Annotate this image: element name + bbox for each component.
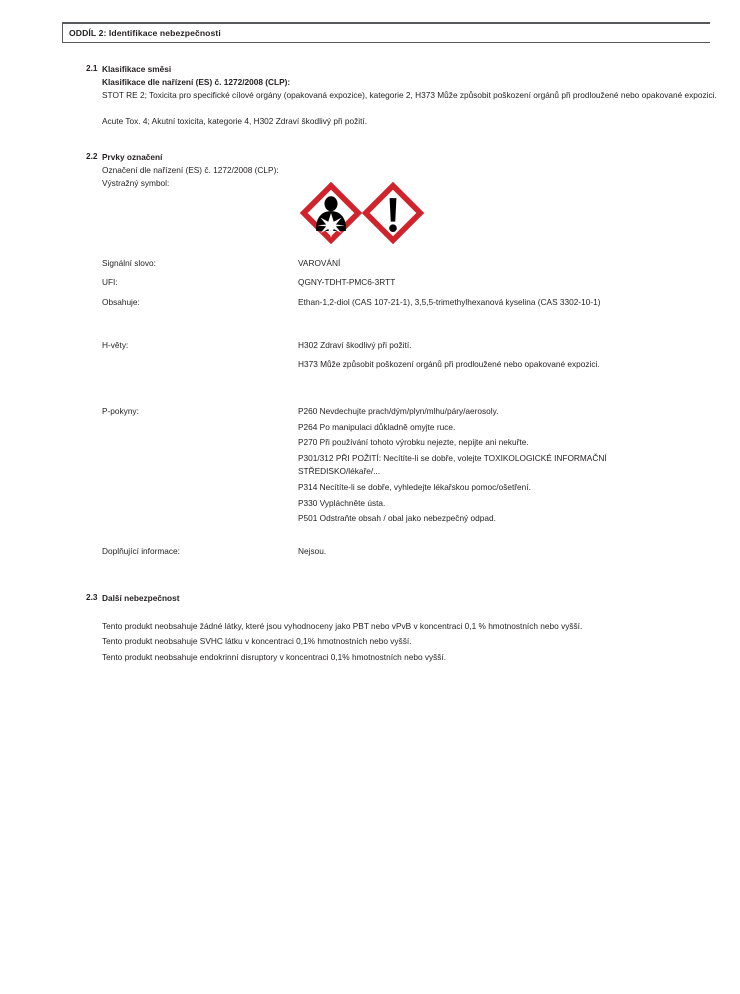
section-header-title: ODDÍL 2: Identifikace nebezpečnosti — [69, 28, 221, 38]
section-title-2-2: Prvky označení — [102, 152, 163, 162]
row-label-ufi: UFI: — [102, 277, 118, 287]
p-statement: P264 Po manipulaci důkladně omyjte ruce. — [298, 421, 456, 432]
p-statement: P260 Nevdechujte prach/dým/plyn/mlhu/páry/aerosoly. — [298, 406, 499, 416]
h-statement: H373 Může způsobit poškození orgánů při prodloužené nebo opakované expozici. — [298, 359, 600, 370]
other-hazard-line: Tento produkt neobsahuje endokrinní disruptory v koncentraci 0,1% hmotnostních nebo vyšší. — [102, 652, 447, 662]
section-title-2-3: Další nebezpečnost — [102, 593, 180, 603]
row-label-p-statements: P-pokyny: — [102, 406, 139, 416]
row-value-additional-info: Nejsou. — [298, 546, 327, 556]
labelling-regulation-subtitle: Označení dle nařízení (ES) č. 1272/2008 (CLP): — [102, 165, 279, 175]
section-title-2-1: Klasifikace směsi — [102, 64, 172, 74]
p-statement: P314 Necítíte-li se dobře, vyhledejte lékařskou pomoc/ošetření. — [298, 482, 531, 493]
classification-regulation-subtitle: Klasifikace dle nařízení (ES) č. 1272/2008 (CLP): — [102, 77, 291, 87]
row-value-ufi: QGNY-TDHT-PMC6-3RTT — [298, 277, 396, 287]
section-number-2-2: 2.2 — [86, 151, 98, 161]
pictogram-group — [300, 182, 424, 244]
row-value-h-statements — [298, 339, 718, 371]
row-value-signal-word: VAROVÁNÍ — [298, 258, 341, 268]
row-label-contains: Obsahuje: — [102, 297, 140, 307]
exclamation-mark-pictogram — [362, 182, 424, 244]
p-statement: P330 Vypláchněte ústa. — [298, 497, 386, 508]
health-hazard-pictogram — [300, 182, 362, 244]
section-number-2-1: 2.1 — [86, 63, 98, 73]
row-label-h-statements: H-věty: — [102, 340, 129, 350]
row-value-p-statements — [298, 405, 718, 526]
classification-acutetox-text: Acute Tox. 4; Akutní toxicita, kategorie 4, H302 Zdraví škodlivý při požití. — [102, 116, 368, 126]
h-statement: H302 Zdraví škodlivý při požití. — [298, 340, 412, 350]
row-label-additional-info: Doplňující informace: — [102, 546, 180, 556]
row-label-signal-word: Signální slovo: — [102, 258, 156, 268]
p-statement: P501 Odstraňte obsah / obal jako nebezpečný odpad. — [298, 513, 496, 524]
row-value-contains: Ethan-1,2-diol (CAS 107-21-1), 3,5,5-trimethylhexanová kyselina (CAS 3302-10-1) — [298, 297, 601, 307]
p-statement: P270 Při používání tohoto výrobku nejezte, nepijte ani nekuřte. — [298, 437, 529, 448]
other-hazard-line: Tento produkt neobsahuje SVHC látku v koncentraci 0,1% hmotnostních nebo vyšší. — [102, 636, 412, 646]
pictogram-row-label: Výstražný symbol: — [102, 178, 170, 188]
p-statement: P301/312 PŘI POŽITÍ: Necítíte-li se dobře, volejte TOXIKOLOGICKÉ INFORMAČNÍ STŘEDISKO/lékaře/... — [298, 453, 607, 477]
section-number-2-3: 2.3 — [86, 592, 98, 602]
section-header-bar — [62, 22, 710, 43]
classification-stot-text: STOT RE 2; Toxicita pro specifické cílové orgány (opakovaná expozice), kategorie 2, H373 Může způsobit poškození orgánů při prodloužené nebo opakované expozici. — [102, 90, 717, 100]
other-hazard-line: Tento produkt neobsahuje žádné látky, které jsou vyhodnoceny jako PBT nebo vPvB v koncentraci 0,1 % hmotnostních nebo vyšší. — [102, 621, 583, 631]
